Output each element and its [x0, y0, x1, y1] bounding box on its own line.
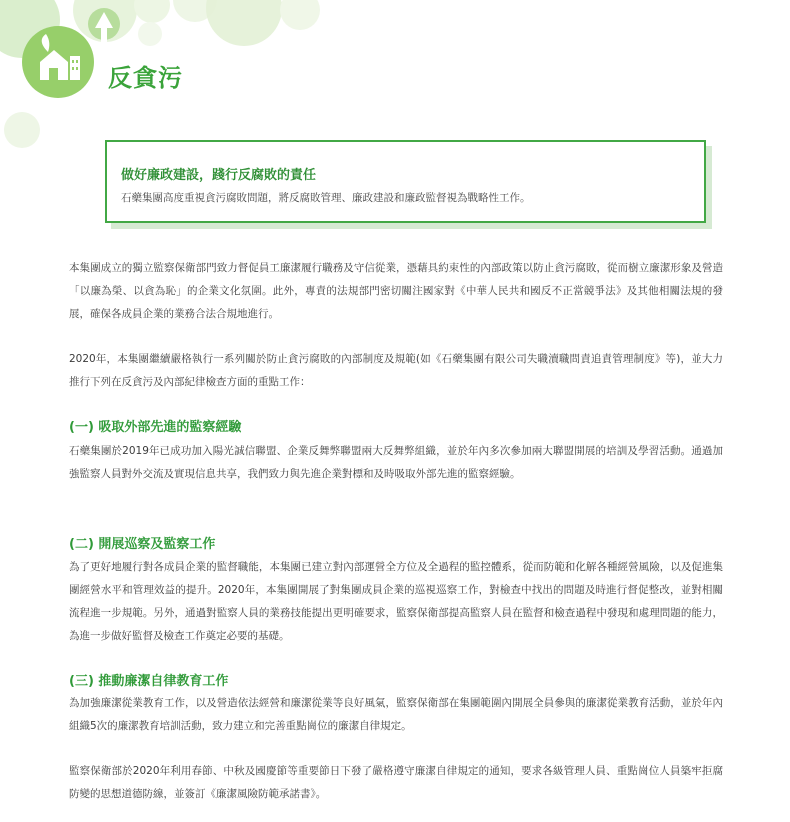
section-1-paragraph: 石藥集團於2019年已成功加入陽光誠信聯盟、企業反舞弊聯盟兩大反舞弊組織，並於年內多次參加兩大聯盟開展的培訓及學習活動。通過加強監察人員對外交流及實現信息共享，我們致力與先進企業對標和及時吸取外部先進的監察經驗。 [69, 445, 723, 480]
section-3-paragraph: 監察保衛部於2020年利用春節、中秋及國慶節等重要節日下發了嚴格遵守廉潔自律規定的通知，要求各級管理人員、重點崗位人員築牢拒腐防變的思想道德防線，並簽訂《廉潔風險防範承諾書》。 [69, 765, 723, 800]
highlight-box [105, 140, 706, 223]
highlight-text: 石藥集團高度重視貪污腐敗問題，將反腐敗管理、廉政建設和廉政監督視為戰略性工作。 [121, 192, 531, 204]
highlight-heading: 做好廉政建設，踐行反腐敗的責任 [121, 168, 317, 183]
section-heading-3: (三) 推動廉潔自律教育工作 [69, 674, 229, 689]
house-leaf-icon [18, 22, 98, 102]
page-title: 反貪污 [108, 64, 183, 92]
section-3-paragraph: 為加強廉潔從業教育工作，以及營造依法經營和廉潔從業等良好風氣，監察保衛部在集團範圍內開展全員參與的廉潔從業教育活動，並於年內組織5次的廉潔教育培訓活動，致力建立和完善重點崗位的廉潔自律規定。 [69, 697, 723, 732]
section-heading-2: (二) 開展巡察及監察工作 [69, 537, 216, 552]
intro-paragraph: 本集團成立的獨立監察保衛部門致力督促員工廉潔履行職務及守信從業，憑藉具約束性的內部政策以防止貪污腐敗，從而樹立廉潔形象及營造「以廉為榮、以貪為恥」的企業文化氛圍。此外，專責的法規部門密切關注國家對《中華人民共和國反不正當競爭法》及其他相關法規的發展，確保各成員企業的業務合法合規地進行。 [69, 262, 723, 320]
section-heading-1: (一) 吸取外部先進的監察經驗 [69, 420, 242, 435]
section-2-paragraph: 為了更好地履行對各成員企業的監督職能，本集團已建立對內部運營全方位及全過程的監控體系，從而防範和化解各種經營風險，以及促進集團經營水平和管理效益的提升。2020年，本集團開展了對集團成員企業的巡視巡察工作，對檢查中找出的問題及時進行督促整改，並對相關流程進一步規範。另外，通過對監察人員的業務技能提出更明確要求，監察保衛部提高監察人員在監督和檢查過程中發現和處理問題的能力，為進一步做好監督及檢查工作奠定必要的基礎。 [69, 561, 723, 642]
intro-paragraph: 2020年，本集團繼續嚴格執行一系列關於防止貪污腐敗的內部制度及規範(如《石藥集團有限公司失職瀆職問責追責管理制度》等)，並大力推行下列在反貪污及內部紀律檢查方面的重點工作： [69, 353, 723, 388]
